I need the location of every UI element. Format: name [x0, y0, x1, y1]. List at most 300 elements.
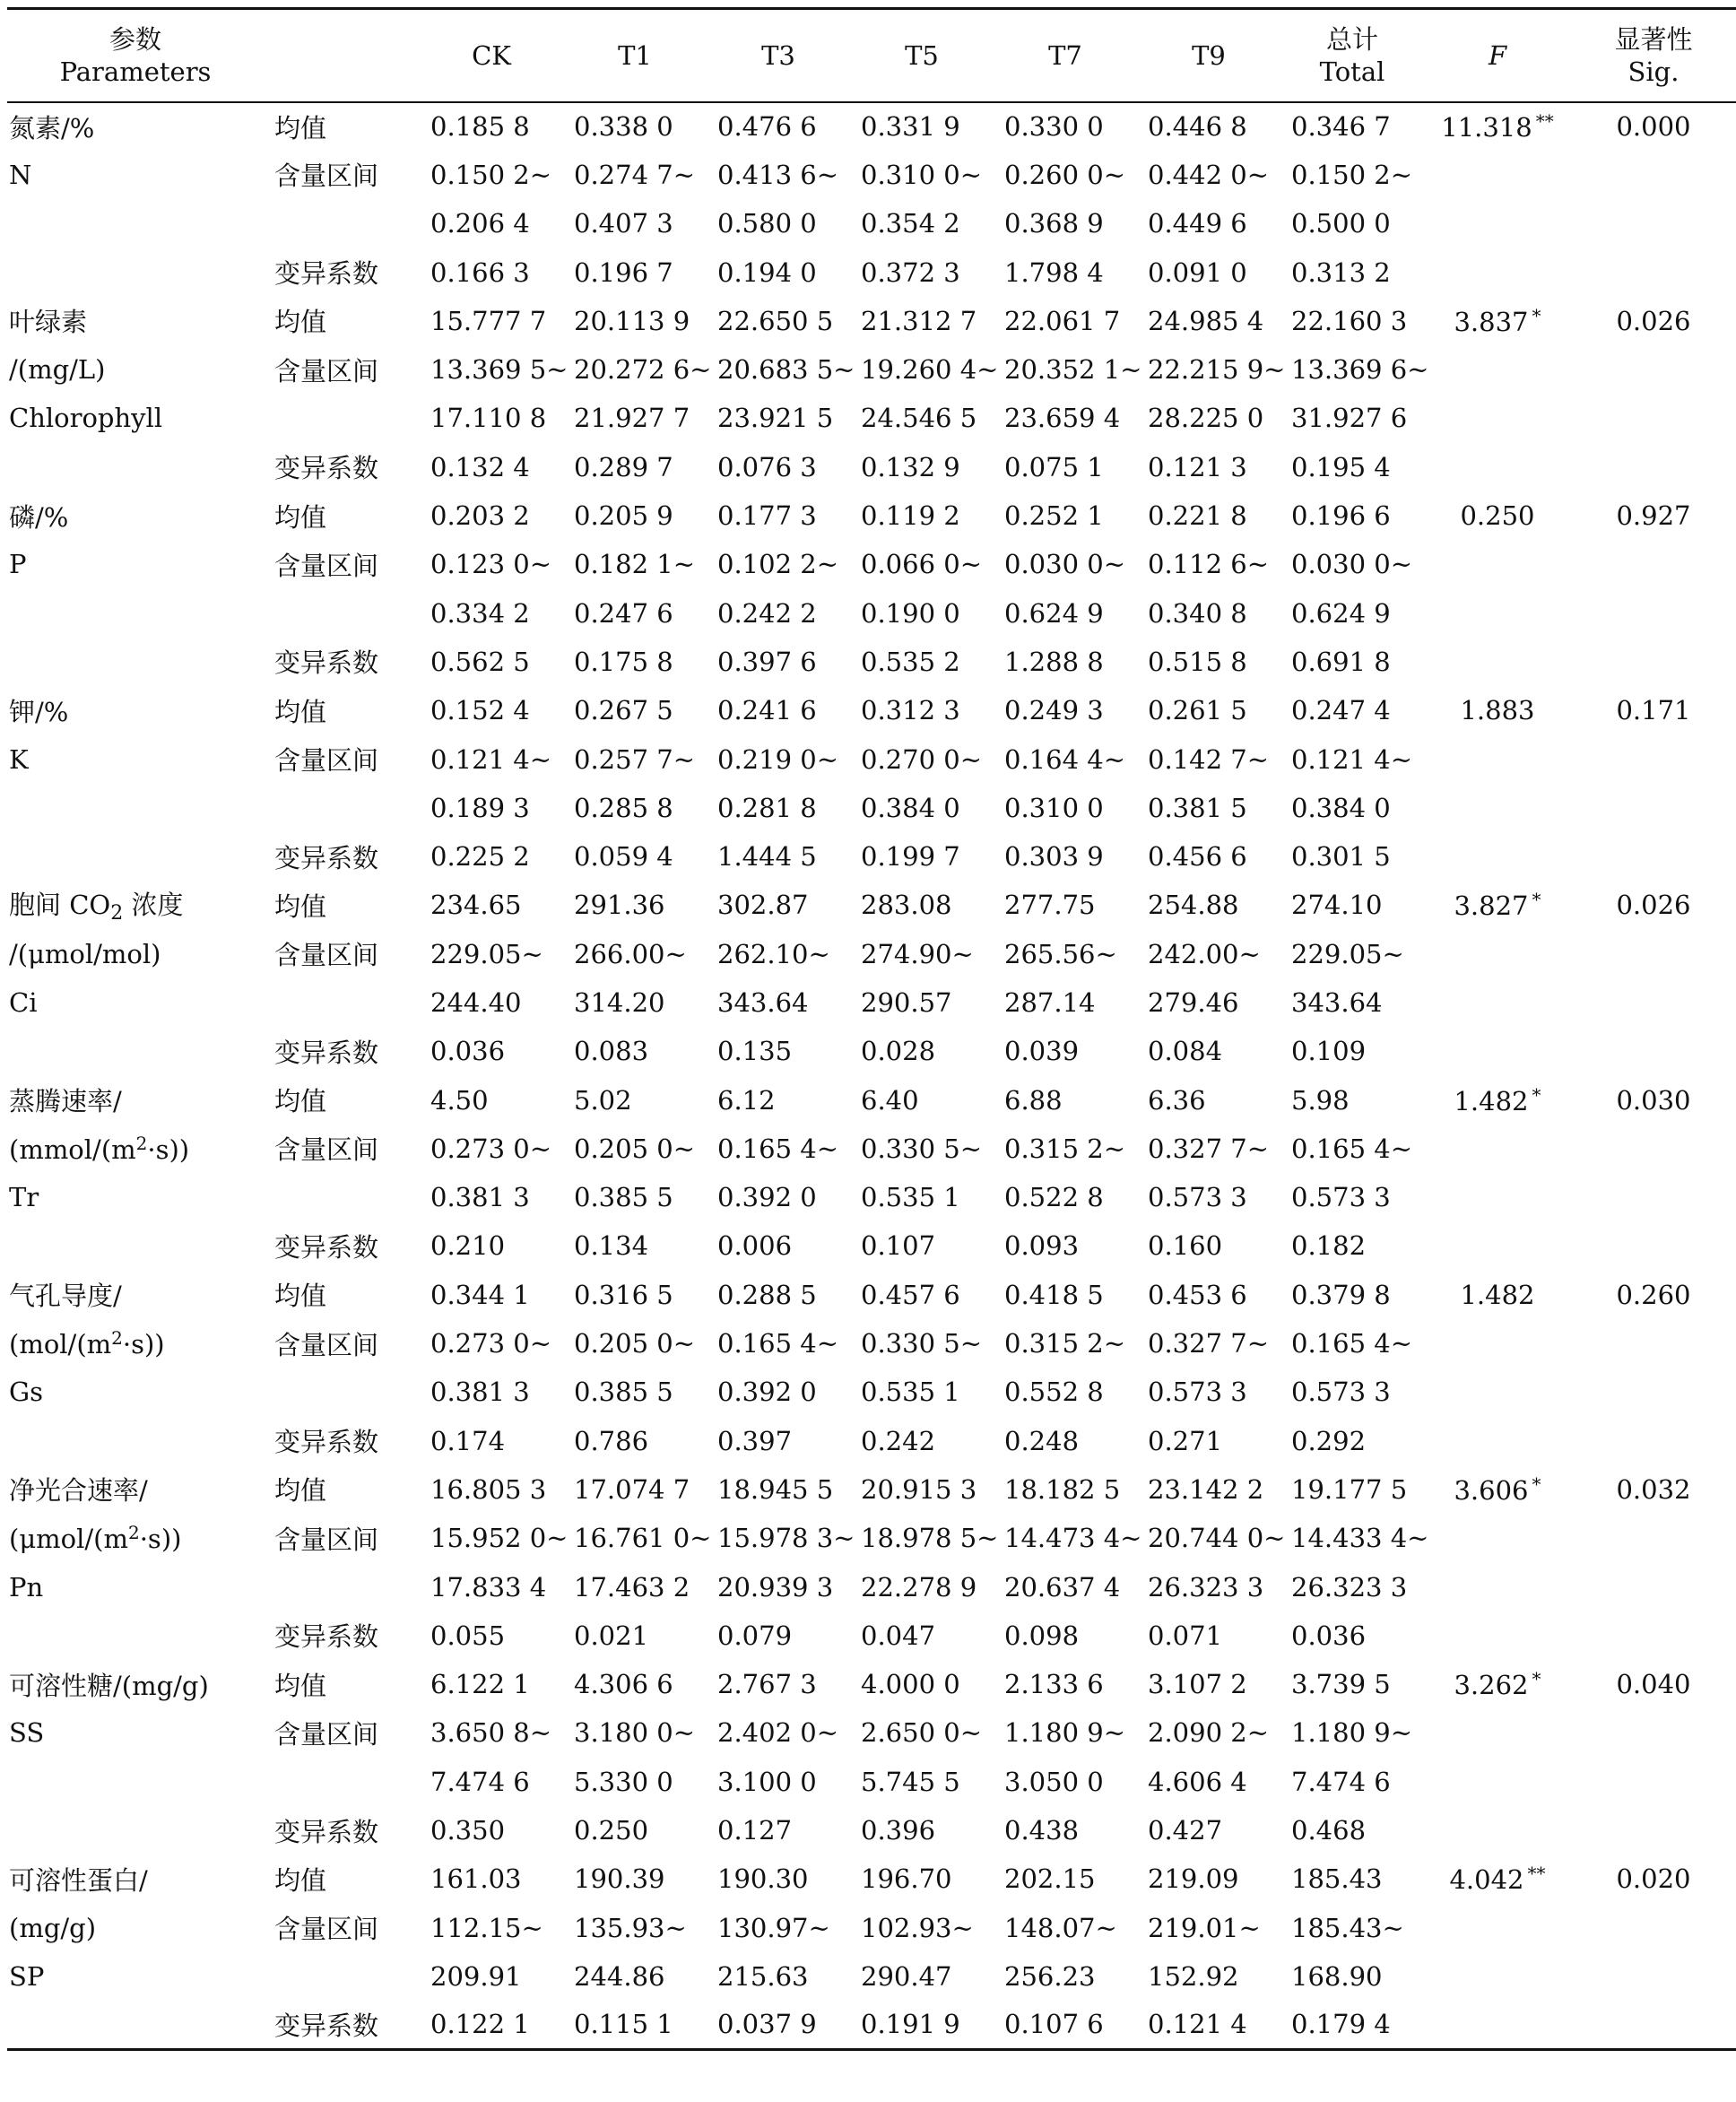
value-cell: 287.14: [1004, 986, 1096, 1018]
header-parameters: [7, 9, 264, 102]
sig-value: [1571, 2001, 1736, 2049]
value-cell: 0.301 5: [1291, 841, 1391, 873]
value-cell: 0.315 2~: [1004, 1133, 1125, 1164]
value-cell: 0.115 1: [574, 2009, 673, 2040]
value-cell: 0.203 2: [430, 500, 530, 532]
value-cell: 0.165 4~: [1291, 1133, 1412, 1164]
significance-marker: *: [1532, 889, 1541, 911]
value-cell: 0.107 6: [1004, 2009, 1104, 2040]
parameter-cell: [7, 1562, 264, 1611]
sig-value: [1571, 151, 1736, 199]
parameter-cell: [7, 1952, 264, 2001]
value-cell: 161.03: [430, 1863, 522, 1895]
parameter-label: 气孔导度/: [9, 1281, 122, 1312]
value-cell: 215.63: [717, 1960, 809, 1992]
value-cell: 0.039: [1004, 1036, 1080, 1067]
table-row: [7, 1417, 1736, 1465]
value-cell: 2.133 6: [1004, 1669, 1104, 1700]
f-value-cell: [1424, 248, 1571, 296]
value-cell: 0.185 8: [430, 111, 530, 143]
value-cell: 0.030 0~: [1004, 549, 1125, 580]
statistic-label: [264, 1952, 420, 2001]
sig-value: [1571, 832, 1736, 881]
value-cell: 26.323 3: [1291, 1571, 1408, 1603]
table-row: [7, 540, 1736, 588]
value-cell: 0.260 0~: [1004, 159, 1125, 190]
f-value-cell: [1424, 151, 1571, 199]
sig-value: [1571, 734, 1736, 783]
value-cell: 0.248: [1004, 1425, 1080, 1456]
table-row: [7, 1758, 1736, 1806]
value-cell: 2.402 0~: [717, 1717, 838, 1749]
value-cell: 0.121 3: [1148, 451, 1247, 482]
value-cell: 135.93~: [574, 1912, 687, 1943]
table-row: [7, 978, 1736, 1027]
statistic-label: 均值: [274, 307, 327, 338]
value-cell: 0.121 4: [1148, 2009, 1247, 2040]
value-cell: 0.028: [861, 1036, 936, 1067]
sig-value: 0.171: [1616, 695, 1691, 726]
statistic-label: [264, 784, 420, 832]
value-cell: 0.573 3: [1148, 1182, 1247, 1213]
value-cell: 15.978 3~: [717, 1523, 855, 1554]
value-cell: 0.289 7: [574, 451, 673, 482]
value-cell: 0.121 4~: [1291, 743, 1412, 775]
statistic-label: 含量区间: [274, 161, 379, 192]
f-value-cell: [1424, 784, 1571, 832]
sig-value: [1571, 345, 1736, 394]
value-cell: 17.074 7: [574, 1473, 690, 1505]
table-row: [7, 1854, 1736, 1903]
value-cell: 0.285 8: [574, 792, 673, 823]
value-cell: 0.350: [430, 1815, 506, 1846]
header-total-en: Total: [1319, 56, 1385, 87]
sig-value: 0.032: [1616, 1473, 1691, 1505]
parameter-label: P: [9, 549, 27, 580]
sig-value: [1571, 1221, 1736, 1270]
value-cell: 0.132 4: [430, 451, 530, 482]
table-row: [7, 1465, 1736, 1514]
value-cell: 18.945 5: [717, 1473, 834, 1505]
sig-value: [1571, 443, 1736, 491]
parameter-cell: [7, 930, 264, 978]
f-value-cell: [1424, 638, 1571, 686]
value-cell: 0.075 1: [1004, 451, 1104, 482]
sig-value: [1571, 784, 1736, 832]
sig-value: 0.000: [1616, 111, 1691, 143]
value-cell: 0.573 3: [1291, 1377, 1391, 1408]
header-sig-cn: 显著性: [1614, 23, 1693, 55]
value-cell: 0.122 1: [430, 2009, 530, 2040]
value-cell: 1.180 9~: [1291, 1717, 1412, 1749]
parameter-label: /(μmol/mol): [9, 938, 161, 969]
sig-value: [1571, 1952, 1736, 2001]
f-value: 3.606: [1454, 1474, 1529, 1506]
value-cell: 20.113 9: [574, 305, 690, 336]
value-cell: 0.381 3: [430, 1182, 530, 1213]
value-cell: 102.93~: [861, 1912, 974, 1943]
value-cell: 0.160: [1148, 1230, 1223, 1262]
f-value-cell: [1424, 832, 1571, 881]
value-cell: 21.312 7: [861, 305, 977, 336]
value-cell: 0.249 3: [1004, 695, 1104, 726]
statistic-label: 均值: [274, 1670, 327, 1701]
value-cell: 20.352 1~: [1004, 354, 1142, 386]
f-value: 4.042: [1449, 1864, 1524, 1896]
f-value-cell: [1424, 394, 1571, 442]
value-cell: 168.90: [1291, 1960, 1383, 1992]
parameter-cell: [7, 1221, 264, 1270]
value-cell: 0.327 7~: [1148, 1133, 1269, 1164]
parameter-subscript: 2: [110, 902, 124, 925]
parameter-cell: [7, 1660, 264, 1708]
parameter-cell: [7, 345, 264, 394]
statistic-label: 变异系数: [274, 453, 379, 484]
value-cell: 3.739 5: [1291, 1669, 1391, 1700]
value-cell: 14.473 4~: [1004, 1523, 1142, 1554]
f-value-cell: [1424, 881, 1571, 929]
value-cell: 0.134: [574, 1230, 649, 1262]
value-cell: 22.650 5: [717, 305, 834, 336]
value-cell: 20.744 0~: [1148, 1523, 1286, 1554]
value-cell: 0.446 8: [1148, 111, 1247, 143]
value-cell: 0.384 0: [861, 792, 960, 823]
header-row: [7, 9, 1736, 102]
value-cell: 0.310 0: [1004, 792, 1104, 823]
value-cell: 0.164 4~: [1004, 743, 1125, 775]
parameter-cell: [7, 394, 264, 442]
value-cell: 0.257 7~: [574, 743, 695, 775]
value-cell: 20.939 3: [717, 1571, 834, 1603]
statistic-label: 均值: [274, 1281, 327, 1312]
table-row: [7, 784, 1736, 832]
parameter-superscript: 2: [135, 1132, 148, 1154]
table-row: [7, 345, 1736, 394]
significance-marker: *: [1532, 1083, 1541, 1106]
f-value: 0.250: [1460, 500, 1535, 532]
sig-value: [1571, 1319, 1736, 1368]
value-cell: 0.179 4: [1291, 2009, 1391, 2040]
value-cell: 0.006: [717, 1230, 793, 1262]
f-value-cell: [1424, 1417, 1571, 1465]
value-cell: 0.206 4: [430, 208, 530, 239]
value-cell: 20.272 6~: [574, 354, 712, 386]
statistic-label: [264, 1758, 420, 1806]
value-cell: 209.91: [430, 1960, 522, 1992]
value-cell: 0.456 6: [1148, 841, 1247, 873]
value-cell: 23.921 5: [717, 403, 834, 434]
table-row: [7, 832, 1736, 881]
value-cell: 0.132 9: [861, 451, 960, 482]
value-cell: 274.10: [1291, 890, 1383, 921]
value-cell: 6.122 1: [430, 1669, 530, 1700]
parameter-label: 叶绿素: [9, 307, 88, 338]
value-cell: 17.110 8: [430, 403, 547, 434]
parameter-cell: [7, 1417, 264, 1465]
sig-value: [1571, 394, 1736, 442]
parameter-label-tail: 浓度: [123, 890, 184, 921]
value-cell: 0.036: [1291, 1620, 1367, 1651]
parameter-label: 净光合速率/: [9, 1475, 148, 1507]
value-cell: 0.327 7~: [1148, 1328, 1269, 1359]
parameter-label: Tr: [9, 1182, 39, 1213]
parameter-cell: [7, 1368, 264, 1416]
value-cell: 0.442 0~: [1148, 159, 1269, 190]
parameter-label: (mol/(m: [9, 1329, 112, 1360]
value-cell: 0.515 8: [1148, 646, 1247, 677]
parameter-cell: [7, 1075, 264, 1124]
value-cell: 3.107 2: [1148, 1669, 1247, 1700]
value-cell: 1.288 8: [1004, 646, 1104, 677]
value-cell: 290.47: [861, 1960, 952, 1992]
statistic-label: 均值: [274, 112, 327, 143]
f-value-cell: [1424, 491, 1571, 540]
value-cell: 0.127: [717, 1815, 793, 1846]
value-cell: 7.474 6: [1291, 1766, 1391, 1797]
parameter-label: 蒸腾速率/: [9, 1086, 122, 1117]
header-group-t1: T1: [618, 39, 652, 71]
table-row: [7, 1806, 1736, 1854]
table-row: [7, 297, 1736, 345]
sig-value: [1571, 1611, 1736, 1660]
value-cell: 15.777 7: [430, 305, 547, 336]
value-cell: 0.241 6: [717, 695, 817, 726]
value-cell: 0.573 3: [1148, 1377, 1247, 1408]
value-cell: 2.090 2~: [1148, 1717, 1269, 1749]
sig-value: [1571, 930, 1736, 978]
value-cell: 0.340 8: [1148, 597, 1247, 629]
f-value-cell: [1424, 1075, 1571, 1124]
sig-value: [1571, 978, 1736, 1027]
sig-value: [1571, 1708, 1736, 1757]
value-cell: 20.637 4: [1004, 1571, 1121, 1603]
f-value-cell: [1424, 1903, 1571, 1951]
significance-marker: **: [1527, 1863, 1546, 1885]
value-cell: 0.242 2: [717, 597, 817, 629]
value-cell: 1.798 4: [1004, 256, 1104, 288]
f-value-cell: [1424, 1806, 1571, 1854]
value-cell: 0.189 3: [430, 792, 530, 823]
value-cell: 0.396: [861, 1815, 936, 1846]
value-cell: 0.552 8: [1004, 1377, 1104, 1408]
parameter-cell: [7, 248, 264, 296]
value-cell: 0.219 0~: [717, 743, 838, 775]
value-cell: 0.288 5: [717, 1279, 817, 1310]
statistic-label: 含量区间: [274, 940, 379, 971]
parameter-cell: [7, 1125, 264, 1173]
value-cell: 0.624 9: [1291, 597, 1391, 629]
value-cell: 0.242: [861, 1425, 936, 1456]
value-cell: 0.066 0~: [861, 549, 982, 580]
value-cell: 152.92: [1148, 1960, 1239, 1992]
value-cell: 0.205 9: [574, 500, 673, 532]
value-cell: 0.624 9: [1004, 597, 1104, 629]
f-value: 3.837: [1454, 306, 1529, 337]
value-cell: 0.165 4~: [717, 1328, 838, 1359]
parameter-label: 氮素/%: [9, 112, 95, 143]
f-value-cell: [1424, 1368, 1571, 1416]
value-cell: 6.40: [861, 1084, 919, 1116]
value-cell: 20.915 3: [861, 1473, 977, 1505]
value-cell: 0.247 6: [574, 597, 673, 629]
parameter-label: (mmol/(m: [9, 1134, 136, 1165]
value-cell: 254.88: [1148, 890, 1239, 921]
parameter-label: SS: [9, 1717, 45, 1749]
f-value-cell: [1424, 1125, 1571, 1173]
statistic-label: 含量区间: [274, 1914, 379, 1945]
f-value: 3.262: [1454, 1670, 1529, 1701]
value-cell: 0.303 9: [1004, 841, 1104, 873]
value-cell: 0.274 7~: [574, 159, 695, 190]
statistic-label: 变异系数: [274, 1816, 379, 1847]
significance-marker: *: [1532, 304, 1541, 326]
parameter-cell: [7, 832, 264, 881]
parameter-cell: [7, 151, 264, 199]
sig-value: [1571, 1417, 1736, 1465]
value-cell: 196.70: [861, 1863, 952, 1895]
parameter-superscript: 2: [127, 1522, 140, 1544]
value-cell: 0.385 5: [574, 1182, 673, 1213]
header-group-t5: T5: [905, 39, 939, 71]
value-cell: 6.12: [717, 1084, 776, 1116]
value-cell: 185.43~: [1291, 1912, 1404, 1943]
value-cell: 0.379 8: [1291, 1279, 1391, 1310]
value-cell: 262.10~: [717, 938, 830, 969]
value-cell: 343.64: [717, 986, 809, 1018]
parameter-cell: [7, 1465, 264, 1514]
table-row: [7, 394, 1736, 442]
value-cell: 18.182 5: [1004, 1473, 1121, 1505]
value-cell: 0.310 0~: [861, 159, 982, 190]
value-cell: 16.805 3: [430, 1473, 547, 1505]
sig-value: 0.030: [1616, 1084, 1691, 1116]
value-cell: 0.177 3: [717, 500, 817, 532]
table-row: [7, 1271, 1736, 1319]
header-parameters-en: Parameters: [59, 56, 212, 87]
value-cell: 0.500 0: [1291, 208, 1391, 239]
table-row: [7, 588, 1736, 637]
table-row: [7, 930, 1736, 978]
value-cell: 0.381 3: [430, 1377, 530, 1408]
value-cell: 22.160 3: [1291, 305, 1408, 336]
sig-value: 0.927: [1616, 500, 1691, 532]
value-cell: 219.01~: [1148, 1912, 1261, 1943]
f-value-cell: [1424, 1173, 1571, 1221]
data-table: [7, 7, 1736, 2051]
value-cell: 0.109: [1291, 1036, 1367, 1067]
value-cell: 0.691 8: [1291, 646, 1391, 677]
value-cell: 0.196 6: [1291, 500, 1391, 532]
f-value-cell: [1424, 199, 1571, 248]
parameter-label: Gs: [9, 1377, 44, 1408]
value-cell: 202.15: [1004, 1863, 1096, 1895]
value-cell: 1.180 9~: [1004, 1717, 1125, 1749]
value-cell: 0.195 4: [1291, 451, 1391, 482]
statistic-label: 含量区间: [274, 745, 379, 776]
value-cell: 265.56~: [1004, 938, 1117, 969]
value-cell: 343.64: [1291, 986, 1383, 1018]
table-row: [7, 1221, 1736, 1270]
value-cell: 4.606 4: [1148, 1766, 1247, 1797]
parameter-cell: [7, 2001, 264, 2049]
statistic-label: 变异系数: [274, 2010, 379, 2041]
sig-value: [1571, 1027, 1736, 1075]
significance-marker: *: [1532, 1472, 1541, 1495]
parameter-cell: [7, 1903, 264, 1951]
value-cell: 0.194 0: [717, 256, 817, 288]
header-f: F: [1488, 39, 1507, 71]
value-cell: 0.385 5: [574, 1377, 673, 1408]
sig-value: [1571, 1368, 1736, 1416]
f-value-cell: [1424, 540, 1571, 588]
statistic-label: 含量区间: [274, 1329, 379, 1360]
parameter-label-tail: ·s)): [147, 1134, 190, 1165]
value-cell: 0.119 2: [861, 500, 960, 532]
value-cell: 0.199 7: [861, 841, 960, 873]
sig-value: [1571, 638, 1736, 686]
value-cell: 0.330 5~: [861, 1328, 982, 1359]
value-cell: 190.30: [717, 1863, 809, 1895]
value-cell: 256.23: [1004, 1960, 1096, 1992]
value-cell: 22.061 7: [1004, 305, 1121, 336]
sig-value: [1571, 540, 1736, 588]
value-cell: 0.397: [717, 1425, 793, 1456]
table-row: [7, 102, 1736, 151]
value-cell: 0.273 0~: [430, 1328, 551, 1359]
statistic-label: 均值: [274, 1086, 327, 1117]
f-value-cell: [1424, 1514, 1571, 1562]
value-cell: 24.546 5: [861, 403, 977, 434]
f-value-cell: [1424, 734, 1571, 783]
f-value-cell: [1424, 1952, 1571, 2001]
value-cell: 4.306 6: [574, 1669, 673, 1700]
value-cell: 0.457 6: [861, 1279, 960, 1310]
value-cell: 0.079: [717, 1620, 793, 1651]
value-cell: 0.135: [717, 1036, 793, 1067]
value-cell: 0.413 6~: [717, 159, 838, 190]
statistic-label: 变异系数: [274, 1231, 379, 1263]
value-cell: 314.20: [574, 986, 665, 1018]
table-row: [7, 2001, 1736, 2049]
value-cell: 0.522 8: [1004, 1182, 1104, 1213]
sig-value: [1571, 248, 1736, 296]
f-value-cell: [1424, 588, 1571, 637]
parameter-cell: [7, 1708, 264, 1757]
parameter-cell: [7, 443, 264, 491]
value-cell: 2.650 0~: [861, 1717, 982, 1749]
value-cell: 0.397 6: [717, 646, 817, 677]
value-cell: 0.270 0~: [861, 743, 982, 775]
value-cell: 291.36: [574, 890, 665, 921]
value-cell: 0.205 0~: [574, 1133, 695, 1164]
statistic-label: 均值: [274, 696, 327, 727]
value-cell: 0.344 1: [430, 1279, 530, 1310]
statistic-label: 含量区间: [274, 355, 379, 387]
value-cell: 20.683 5~: [717, 354, 855, 386]
header-group-t3: T3: [761, 39, 795, 71]
parameter-cell: [7, 1271, 264, 1319]
f-value-cell: [1424, 1708, 1571, 1757]
value-cell: 283.08: [861, 890, 952, 921]
value-cell: 0.182 1~: [574, 549, 695, 580]
f-value: 1.482: [1460, 1279, 1535, 1310]
sig-value: [1571, 1903, 1736, 1951]
significance-marker: *: [1532, 1668, 1541, 1690]
value-cell: 3.050 0: [1004, 1766, 1104, 1797]
value-cell: 23.659 4: [1004, 403, 1121, 434]
value-cell: 3.180 0~: [574, 1717, 695, 1749]
parameter-cell: [7, 784, 264, 832]
